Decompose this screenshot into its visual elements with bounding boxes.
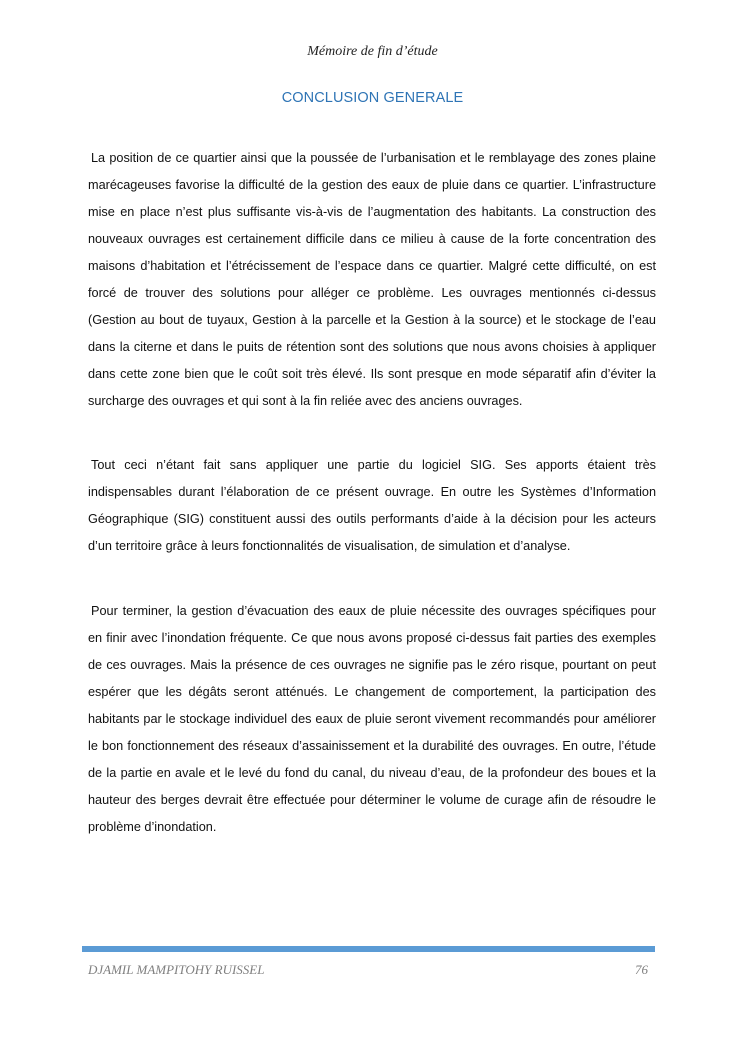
footer-author: DJAMIL MAMPITOHY RUISSEL <box>88 962 265 977</box>
paragraph-3: Pour terminer, la gestion d’évacuation des eaux de pluie nécessite des ouvrages spécifiques pour en finir avec l’inondation fréquente. Ce que nous avons proposé ci-dessus fait parties des exemples de ces ouvrages. Mais la présence de ces ouvrages ne signifie pas le zéro risque, pourtant on peut espérer que les dégâts seront atténués. Le changement de comportement, la participation des habitants par le stockage individuel des eaux de pluie seront vivement recommandés pour améliorer le bon fonctionnement des réseaux d’assainissement et la durabilité des ouvrages. En outre, l’étude de la partie en avale et le levé du fond du canal, du niveau d’eau, de la profondeur des boues et la hauteur des berges devrait être effectuée pour déterminer le volume de curage afin de résoudre le problème d’inondation. <box>88 604 656 834</box>
paragraph-2: Tout ceci n’étant fait sans appliquer une partie du logiciel SIG. Ses apports étaient très indispensables durant l’élaboration de ce présent ouvrage. En outre les Systèmes d’Information Géographique (SIG) constituent aussi des outils performants d’aide à la décision pour les acteurs d’un territoire grâce à leurs fonctionnalités de visualisation, de simulation et d’analyse. <box>88 458 656 553</box>
footer-rule <box>82 946 655 952</box>
paragraph-1: La position de ce quartier ainsi que la poussée de l’urbanisation et le remblayage des zones plaine marécageuses favorise la difficulté de la gestion des eaux de pluie dans ce quartier. L’infrastructure mise en place n’est plus suffisante vis-à-vis de l’augmentation des habitants. La construction des nouveaux ouvrages est certainement difficile dans ce milieu à cause de la forte concentration des maisons d’habitation et l’étrécissement de l’espace dans ce quartier. Malgré cette difficulté, on est forcé de trouver des solutions pour alléger ce problème. Les ouvrages mentionnés ci-dessus (Gestion au bout de tuyaux, Gestion à la parcelle et la Gestion à la source) et le stockage de l’eau dans la citerne et dans le puits de rétention sont des solutions que nous avons choisies à appliquer dans cette zone bien que le coût soit très élevé. Ils sont presque en mode séparatif afin d’éviter la surcharge des ouvrages et qui sont à la fin reliée avec des anciens ouvrages. <box>88 151 656 408</box>
running-header: Mémoire de fin d’étude <box>307 44 438 59</box>
section-title: CONCLUSION GENERALE <box>281 90 464 106</box>
paragraph-3-block <box>88 598 656 841</box>
paragraph-2-block <box>88 452 656 560</box>
page-number: 76 <box>635 962 648 977</box>
paragraph-1-block <box>88 145 656 415</box>
